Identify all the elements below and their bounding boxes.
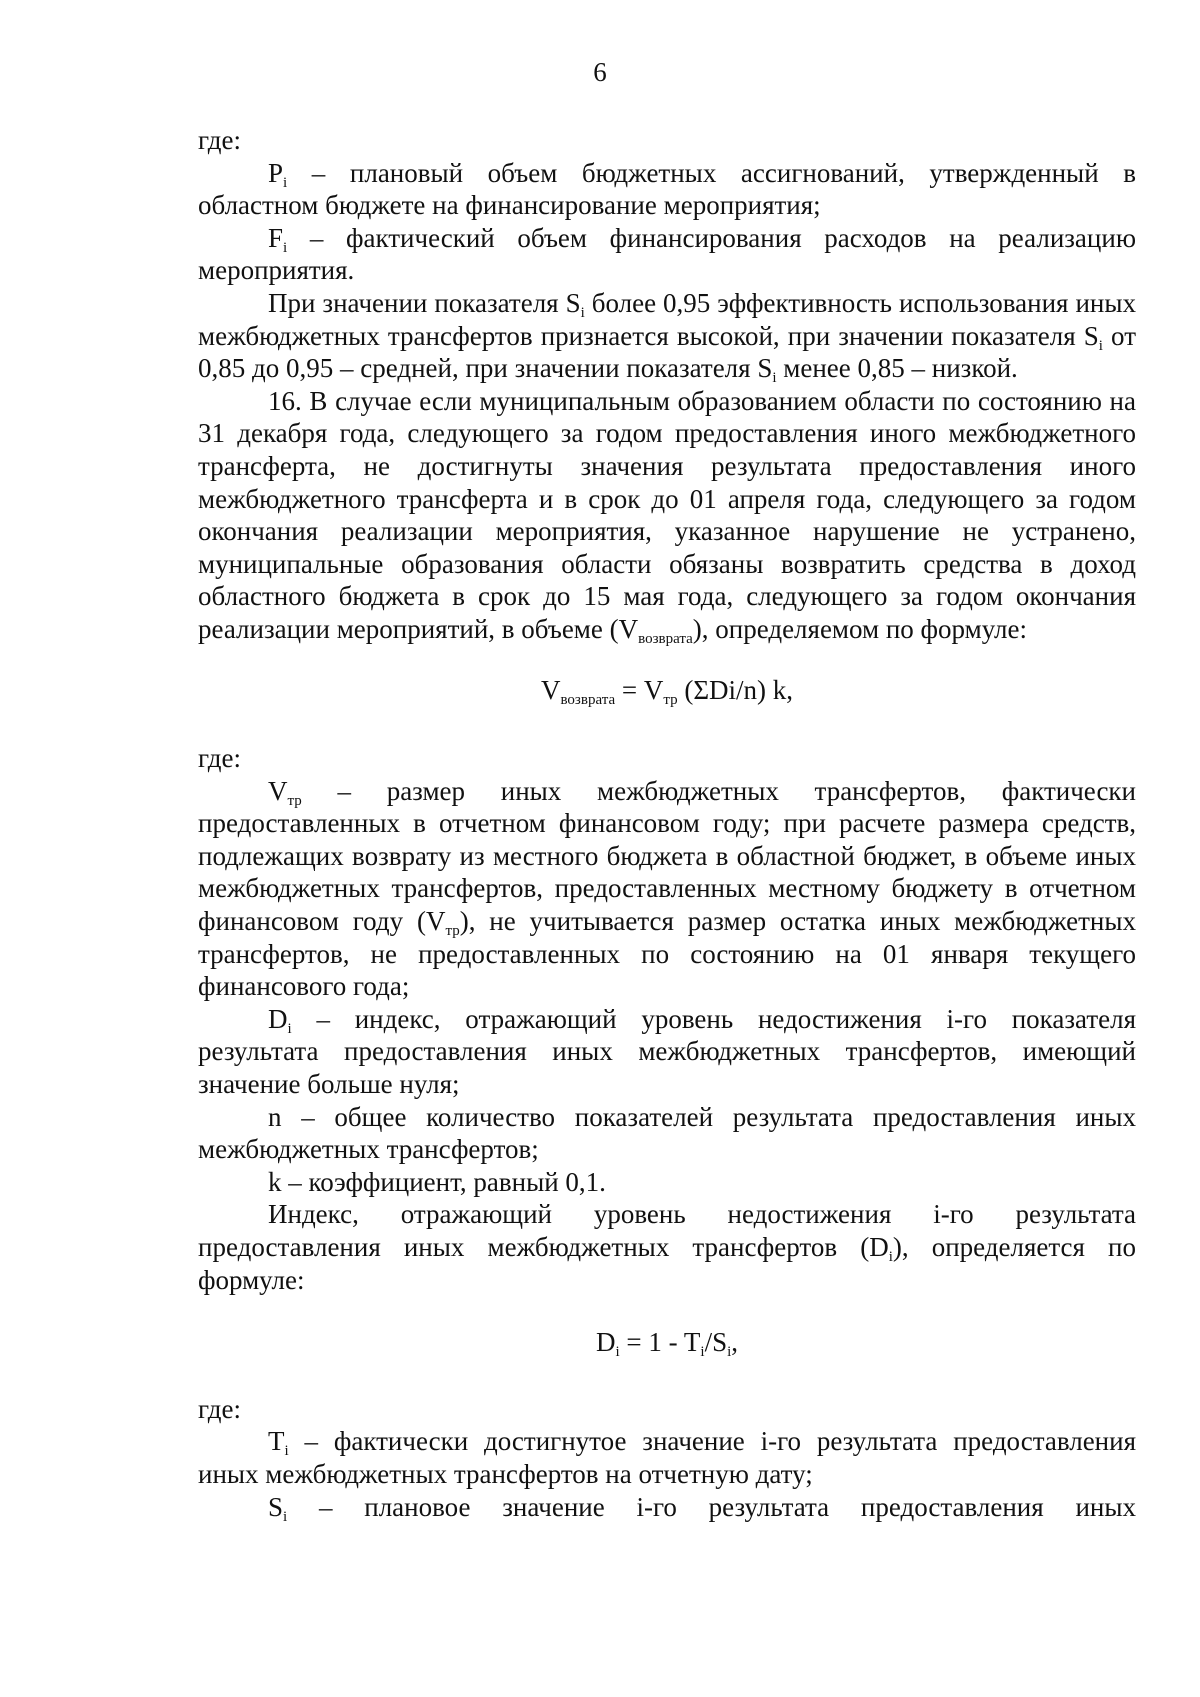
efficiency-paragraph: При значении показателя $S_i$ более 0,95 эффективность использования иных межбюджетных трансфертов признается высокой, при значении показателя $S_i$ от 0,85 до 0,95 – средней, при значении показателя $S_i$ менее 0,85 – низкой. [198,287,1136,387]
definition-ti: $T_i$ – фактически достигнутое значение i-го результата предоставления иных межбюджетных трансфертов на отчетную дату; [198,1426,1136,1489]
where-label: где: [198,1393,241,1424]
definition-vtr: $V_{тр}$ – размер иных межбюджетных трансфертов, фактически предоставленных в отчетном финансовом году; при расчете размера средств, подлежащих возврату из местного бюджета в областной бюджет, в объеме иных межбюджетных трансфертов, предоставленных местному бюджету в отчетном финансовом году $(V_{тр})$, не учитывается размер остатка иных межбюджетных трансфертов, не предоставленных по состоянию на 01 января текущего финансового года; [198,775,1136,1002]
definition-k: k – коэффициент, равный 0,1. [268,1166,606,1197]
formula-index: $D_i = 1 - T_i/S_i$, [595,1327,739,1361]
definition-n: n – общее количество показателей результата предоставления иных межбюджетных трансфертов; [198,1101,1136,1165]
where-label: где: [198,125,241,155]
index-paragraph: Индекс, отражающий уровень недостижения i-го результата предоставления иных межбюджетных трансфертов $(D_i)$, определяется по формуле: [198,1199,1136,1295]
where-label: где: [198,743,241,774]
paragraph-16: 16. В случае если муниципальным образованием области по состоянию на 31 декабря года, следующего за годом предоставления иного межбюджетного трансферта, не достигнуты значения результата предоставления иного межбюджетного трансферта и в срок до 01 апреля года, следующего за годом окончания реализации мероприятия, указанное нарушение не устранено, муниципальные образования области обязаны возвратить средства в доход областного бюджета в срок до 15 мая года, следующего за годом окончания реализации мероприятий, в объеме $(V_{возврата})$, определяемом по формуле: [198,385,1136,647]
definition-di: $D_i$ – индекс, отражающий уровень недостижения i-го показателя результата предоставления иных межбюджетных трансфертов, имеющий значение больше нуля; [198,1003,1136,1100]
definition-pi: $P_i$ – плановый объем бюджетных ассигнований, утвержденный в областном бюджете на финансирование мероприятия; [198,157,1136,221]
document-body [198,124,1136,1523]
formula-refund: $V_{возврата} = V_{тр}$ (ΣDi/n) k, [540,674,794,708]
definition-fi: $F_i$ – фактический объем финансирования расходов на реализацию мероприятия. [198,222,1136,286]
page-number: 6 [593,57,607,87]
definition-si: $S_i$ – плановое значение i-го результата предоставления иных [268,1491,1136,1525]
